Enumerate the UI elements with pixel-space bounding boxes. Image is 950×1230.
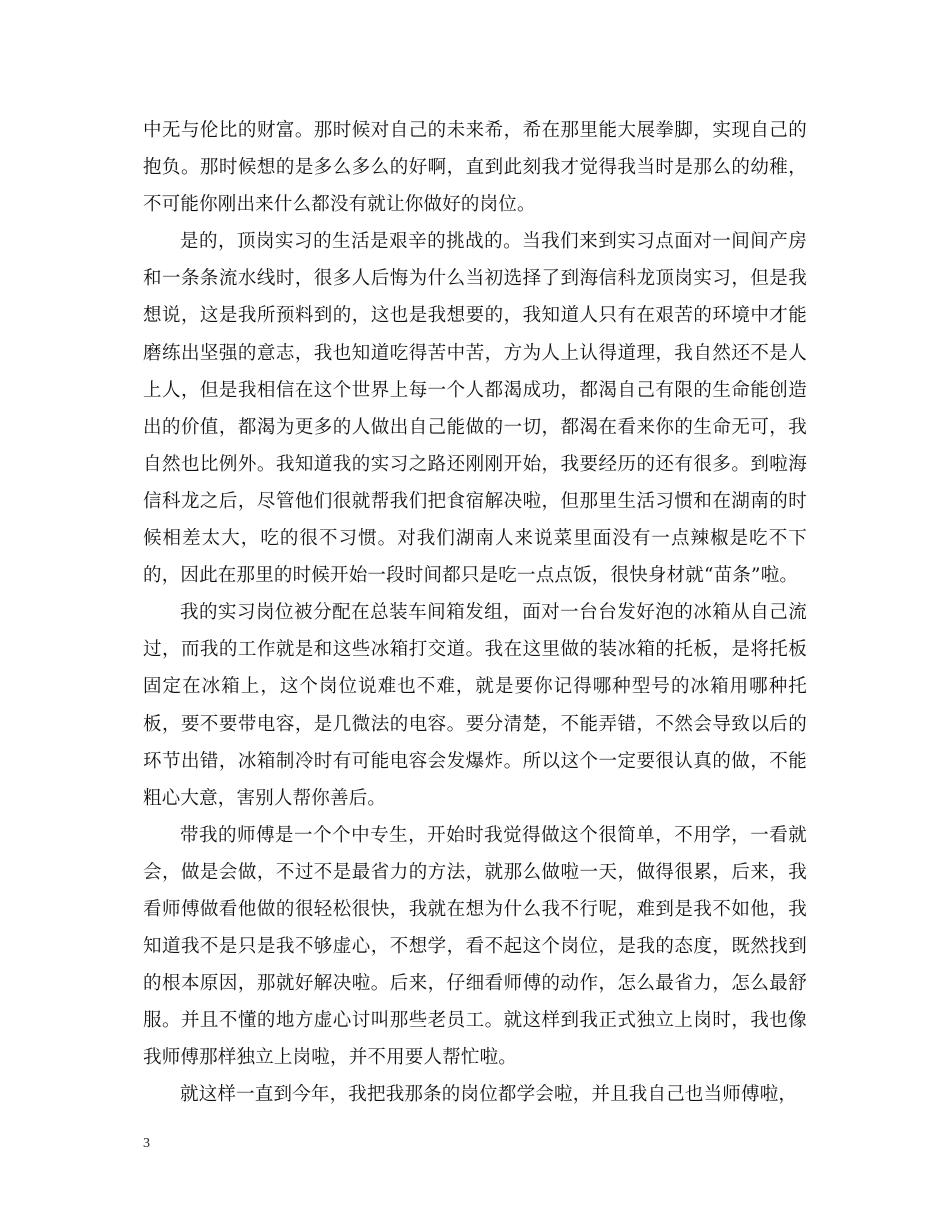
page-number: 3 xyxy=(143,1136,150,1151)
paragraph-5: 就这样一直到今年，我把我那条的岗位都学会啦，并且我自己也当师傅啦， xyxy=(180,1084,798,1106)
paragraph-3: 我的实习岗位被分配在总装车间箱发组，面对一台台发好泡的冰箱从自己流过，而我的工作就是和这些冰箱打交道。我在这里做的装冰箱的托板，是将托板固定在冰箱上，这个岗位说难也不难，就是要你记得哪种型号的冰箱用哪种托板，要不要带电容，是几微法的电容。要分清楚，不能弄错，不然会导致以后的环节出错，冰箱制冷时有可能电容会发爆炸。所以这个一定要很认真的做，不能粗心大意，害别人帮你善后。 xyxy=(143,602,807,809)
paragraph-4: 带我的师傅是一个个中专生，开始时我觉得做这个很简单，不用学，一看就会，做是会做，不过不是最省力的方法，就那么做啦一天，做得很累，后来，我看师傅做看他做的很轻松很快，我就在想为什么我不行呢，难到是我不如他，我知道我不是只是我不够虚心，不想学，看不起这个岗位，是我的态度，既然找到的根本原因，那就好解决啦。后来，仔细看师傅的动作，怎么最省力，怎么最舒服。并且不懂的地方虚心讨叫那些老员工。就这样到我正式独立上岗时，我也像我师傅那样独立上岗啦，并不用要人帮忙啦。 xyxy=(143,824,807,1069)
body-text xyxy=(143,112,807,1114)
paragraph-1: 中无与伦比的财富。那时候对自己的未来希，希在那里能大展拳脚，实现自己的抱负。那时候想的是多么多么的好啊，直到此刻我才觉得我当时是那么的幼稚，不可能你刚出来什么都没有就让你做好的岗位。 xyxy=(143,120,807,216)
paragraph-2: 是的，顶岗实习的生活是艰辛的挑战的。当我们来到实习点面对一间间产房和一条条流水线时，很多人后悔为什么当初选择了到海信科龙顶岗实习，但是我想说，这是我所预料到的，这也是我想要的，我知道人只有在艰苦的环境中才能磨练出坚强的意志，我也知道吃得苦中苦，方为人上认得道理，我自然还不是人上人，但是我相信在这个世界上每一个人都渴成功，都渴自己有限的生命能创造出的价值，都渴为更多的人做出自己能做的一切，都渴在看来你的生命无可，我自然也比例外。我知道我的实习之路还刚刚开始，我要经历的还有很多。到啦海信科龙之后，尽管他们很就帮我们把食宿解决啦，但那里生活习惯和在湖南的时候相差太大，吃的很不习惯。对我们湖南人来说菜里面没有一点辣椒是吃不下的，因此在那里的时候开始一段时间都只是吃一点点饭，很快身材就“苗条”啦。 xyxy=(143,231,807,587)
